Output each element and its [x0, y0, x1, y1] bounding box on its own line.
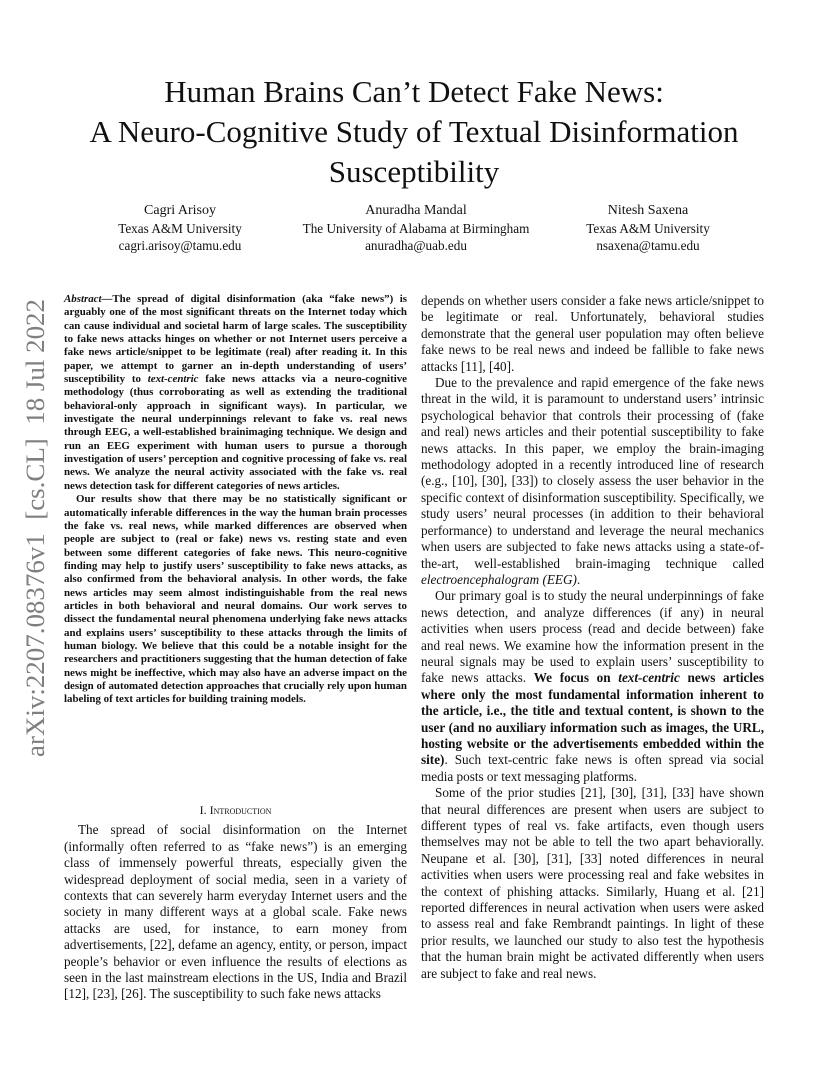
author-email: cagri.arisoy@tamu.edu [118, 238, 242, 253]
title-line-2: A Neuro-Cognitive Study of Textual Disinformation [89, 114, 739, 149]
arxiv-sidebar [18, 297, 52, 759]
author-affiliation: Texas A&M University [586, 221, 710, 236]
paper-title [40, 72, 788, 192]
left-column-body [64, 794, 407, 1003]
abstract-paragraph-1: Abstract—The spread of digital disinformation (aka “fake news”) is arguably one of the most significant threats on the Internet today which can cause individual and societal harm of large scales. The susceptibility to fake news attacks hinges on whether or not Internet users perceive a fake news article/snippet to be legitimate (real) after reading it. In this paper, we attempt to garner an in-depth understanding of users’ susceptibility to text-centric fake news attacks via a neuro-cognitive methodology (thus corroborating as well as extending the traditional behavioral-only approach in significant ways). In particular, we investigate the neural underpinnings relevant to fake vs. real news through EEG, a well-established brainimaging technique. We design and run an EEG experiment with human users to pursue a thorough investigation of users’ perception and cognitive processing of fake vs. real news. We analyze the neural activity associated with the fake vs. real news detection task for different categories of news articles. [64, 293, 408, 492]
body-paragraph: Some of the prior studies [21], [30], [31], [33] have shown that neural differences are present when users are subject to different types of real vs. fake artifacts, even though users themselves may not be able to tell the two apart behaviorally. Neupane et al. [30], [31], [33] noted differences in neural activities when users were processing real and fake websites in the context of phishing attacks. Similarly, Huang et al. [21] reported differences in neural activation when users were asked to assess real and fake Rembrandt paintings. In light of these prior results, we launched our study to also test the hypothesis that the human brain might be activated differently when users are subject to fake and real news. [421, 785, 764, 981]
title-line-1: Human Brains Can’t Detect Fake News: [164, 74, 664, 109]
intro-paragraph: The spread of social disinformation on the Internet (informally often referred to as “fake news”) is an emerging class of immensely powerful threats, especially given the widespread deployment of social media, seen in a variety of contexts that can severely harm everyday Internet users and the society in many different ways at a global scale. Fake news attacks are used, for instance, to earn money from advertisements, [22], defame an agency, entity, or person, impact people’s behavior or even influence the results of elections as seen in the last mainstream elections in the US, India and Brazil [12], [23], [26]. The susceptibility to such fake news attacks [64, 822, 407, 1002]
abstract-paragraph-2: Our results show that there may be no statistically significant or automatically inferable differences in the way the human brain processes the fake vs. real news, while marked differences are observed when people are subject to (real or fake) news vs. resting state and even between some different categories of fake news. This neuro-cognitive finding may help to justify users’ susceptibility to fake news attacks, as also confirmed from the behavioral analysis. In other words, the fake news articles may seem almost indistinguishable from the real news articles in both behavioral and neural domains. Our work serves to dissect the fundamental neural phenomena underlying fake news attacks and explains users’ susceptibility to these attacks through the limits of human biology. We believe that this could be a notable insight for the researchers and practitioners suggesting that the human detection of fake news might be ineffective, which may also have an adverse impact on the design of automated detection approaches that crucially rely upon human labeling of text articles for building training models. [64, 493, 407, 706]
author-name: Anuradha Mandal [365, 203, 467, 218]
author-block-1 [100, 202, 260, 254]
author-affiliation: Texas A&M University [118, 221, 242, 236]
author-email: anuradha@uab.edu [365, 238, 467, 253]
arxiv-identifier: arXiv:2207.08376v1 [cs.CL] 18 Jul 2022 [21, 315, 50, 757]
body-paragraph: depends on whether users consider a fake news article/snippet to be legitimate or real. Unfortunately, behavioral studies demonstrate that the general user population may often believe fake news to be real news and indeed be fallible to fake news attacks [11], [40]. [421, 293, 764, 374]
author-block-3 [572, 202, 724, 254]
author-name: Cagri Arisoy [144, 203, 216, 218]
author-email: nsaxena@tamu.edu [596, 238, 700, 253]
title-line-3: Susceptibility [328, 154, 500, 189]
body-paragraph: Our primary goal is to study the neural underpinnings of fake news detection, and analyze differences (if any) in neural activities when users process (read and decide between) fake and real news. We examine how the information present in the neural signals may be used to explain users’ susceptibility to fake news attacks. We focus on text-centric news articles where only the most fundamental information inherent to the article, i.e., the title and textual content, is shown to the user (and no auxiliary information such as images, the URL, hosting website or the advertisements embedded within the site). Such text-centric fake news is often spread via social media posts or text messaging platforms. [421, 588, 764, 784]
author-name: Nitesh Saxena [607, 203, 689, 218]
abstract-label: Abstract [64, 293, 102, 305]
author-affiliation: The University of Alabama at Birmingham [302, 221, 530, 236]
section-heading: I. Introduction [199, 803, 272, 817]
abstract [64, 293, 407, 707]
author-block-2 [285, 202, 547, 254]
body-paragraph: Due to the prevalence and rapid emergence of the fake news threat in the wild, it is paramount to understand users’ intrinsic psychological behavior that controls their processing of (fake and real) news articles and their potential susceptibility to fake news attacks. In this paper, we employ the brain-imaging methodology adopted in a recently introduced line of research (e.g., [10], [30], [33]) to closely assess the user behavior in the specific context of disinformation susceptibility. Specifically, we study users’ neural processes (in addition to their behavioral performance) to understand and leverage the neural mechanics when users are subjected to fake news attacks using a state-of-the-art, well-established brain-imaging technique called electroencephalogram (EEG). [421, 375, 764, 587]
right-column-body [421, 293, 764, 982]
